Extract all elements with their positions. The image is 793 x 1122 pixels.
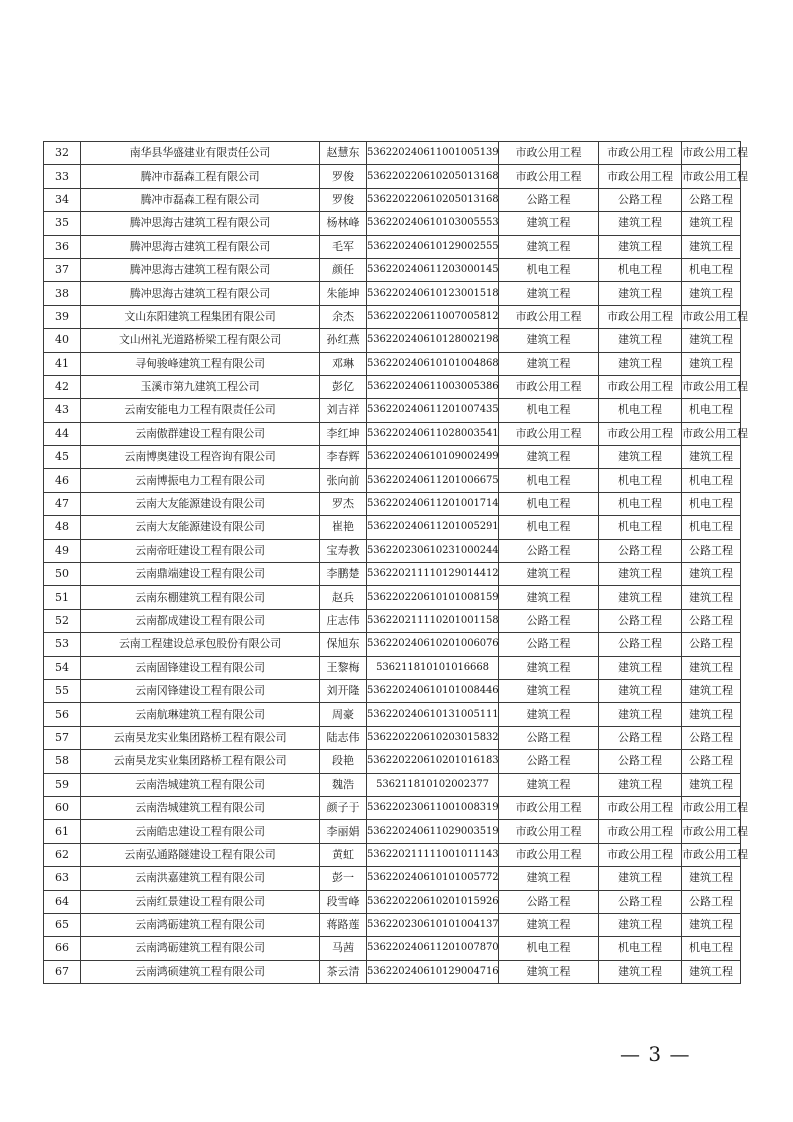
certificate-number: 536220240610129004716 [367, 960, 499, 983]
table-row [44, 726, 741, 749]
table-row [44, 633, 741, 656]
specialty-applied: 建筑工程 [599, 446, 682, 469]
person-name: 赵慧东 [320, 142, 367, 165]
row-number: 36 [44, 235, 81, 258]
company-name: 腾冲市磊森工程有限公司 [81, 188, 320, 211]
person-name: 宝寿教 [320, 539, 367, 562]
row-number: 65 [44, 913, 81, 936]
specialty-registered: 市政公用工程 [499, 422, 599, 445]
person-name: 赵兵 [320, 586, 367, 609]
certificate-number: 536220230611001008319 [367, 796, 499, 819]
person-name: 彭一 [320, 867, 367, 890]
certificate-number: 536220220610205013168 [367, 188, 499, 211]
specialty-applied: 机电工程 [599, 516, 682, 539]
company-name: 云南昊龙实业集团路桥工程有限公司 [81, 726, 320, 749]
row-number: 37 [44, 258, 81, 281]
company-name: 云南弘通路隧建设工程有限公司 [81, 843, 320, 866]
specialty-applied: 机电工程 [599, 492, 682, 515]
specialty-applied: 建筑工程 [599, 773, 682, 796]
company-name: 云南洪嘉建筑工程有限公司 [81, 867, 320, 890]
specialty-approved: 机电工程 [682, 492, 741, 515]
row-number: 67 [44, 960, 81, 983]
specialty-applied: 公路工程 [599, 609, 682, 632]
certificate-number: 536220220610201016183 [367, 750, 499, 773]
person-name: 朱能坤 [320, 282, 367, 305]
specialty-registered: 建筑工程 [499, 703, 599, 726]
specialty-approved: 市政公用工程 [682, 142, 741, 165]
row-number: 48 [44, 516, 81, 539]
certificate-number: 536220230610231000244 [367, 539, 499, 562]
specialty-applied: 建筑工程 [599, 563, 682, 586]
company-name: 云南大友能源建设有限公司 [81, 516, 320, 539]
person-name: 马茜 [320, 937, 367, 960]
table-row [44, 563, 741, 586]
specialty-approved: 公路工程 [682, 188, 741, 211]
person-name: 周豪 [320, 703, 367, 726]
person-name: 毛军 [320, 235, 367, 258]
row-number: 66 [44, 937, 81, 960]
company-name: 云南浩城建筑工程有限公司 [81, 773, 320, 796]
row-number: 50 [44, 563, 81, 586]
certificate-number: 536211810101016668 [367, 656, 499, 679]
specialty-registered: 市政公用工程 [499, 142, 599, 165]
specialty-applied: 市政公用工程 [599, 422, 682, 445]
row-number: 39 [44, 305, 81, 328]
table-row [44, 422, 741, 445]
person-name: 茶云清 [320, 960, 367, 983]
specialty-registered: 建筑工程 [499, 446, 599, 469]
specialty-registered: 公路工程 [499, 609, 599, 632]
table-row [44, 258, 741, 281]
table-row [44, 820, 741, 843]
specialty-approved: 建筑工程 [682, 282, 741, 305]
company-name: 云南红景建设工程有限公司 [81, 890, 320, 913]
specialty-approved: 公路工程 [682, 726, 741, 749]
certificate-number: 536220240611003005386 [367, 375, 499, 398]
row-number: 41 [44, 352, 81, 375]
company-name: 寻甸骏峰建筑工程有限公司 [81, 352, 320, 375]
table-row [44, 937, 741, 960]
certificate-number: 536220240610101005772 [367, 867, 499, 890]
certificate-number: 536220240611029003519 [367, 820, 499, 843]
specialty-approved: 建筑工程 [682, 563, 741, 586]
table-row [44, 539, 741, 562]
certificate-number: 536220240610128002198 [367, 329, 499, 352]
specialty-approved: 机电工程 [682, 399, 741, 422]
specialty-registered: 机电工程 [499, 937, 599, 960]
row-number: 63 [44, 867, 81, 890]
specialty-applied: 建筑工程 [599, 329, 682, 352]
certificate-number: 536220211110201001158 [367, 609, 499, 632]
row-number: 54 [44, 656, 81, 679]
registry-table [43, 141, 748, 984]
specialty-applied: 建筑工程 [599, 212, 682, 235]
table-row [44, 188, 741, 211]
row-number: 33 [44, 165, 81, 188]
specialty-approved: 建筑工程 [682, 867, 741, 890]
company-name: 玉溪市第九建筑工程公司 [81, 375, 320, 398]
specialty-registered: 公路工程 [499, 188, 599, 211]
table-row [44, 352, 741, 375]
table-row [44, 469, 741, 492]
row-number: 51 [44, 586, 81, 609]
person-name: 李红坤 [320, 422, 367, 445]
specialty-approved: 建筑工程 [682, 656, 741, 679]
person-name: 邓琳 [320, 352, 367, 375]
certificate-number: 536220240611028003541 [367, 422, 499, 445]
specialty-applied: 市政公用工程 [599, 843, 682, 866]
specialty-registered: 市政公用工程 [499, 796, 599, 819]
table-row [44, 796, 741, 819]
company-name: 云南鸿砺建筑工程有限公司 [81, 937, 320, 960]
table-row [44, 446, 741, 469]
row-number: 62 [44, 843, 81, 866]
company-name: 云南都成建设工程有限公司 [81, 609, 320, 632]
table-row [44, 516, 741, 539]
specialty-registered: 机电工程 [499, 399, 599, 422]
specialty-applied: 机电工程 [599, 258, 682, 281]
person-name: 刘开隆 [320, 679, 367, 702]
certificate-number: 536220220610203015832 [367, 726, 499, 749]
specialty-approved: 市政公用工程 [682, 422, 741, 445]
company-name: 云南帝旺建设工程有限公司 [81, 539, 320, 562]
certificate-number: 536220240611001005139 [367, 142, 499, 165]
specialty-approved: 公路工程 [682, 609, 741, 632]
row-number: 43 [44, 399, 81, 422]
table-row [44, 890, 741, 913]
row-number: 38 [44, 282, 81, 305]
specialty-applied: 建筑工程 [599, 703, 682, 726]
table-row [44, 165, 741, 188]
specialty-registered: 建筑工程 [499, 586, 599, 609]
specialty-approved: 市政公用工程 [682, 796, 741, 819]
table-row [44, 212, 741, 235]
row-number: 35 [44, 212, 81, 235]
person-name: 刘吉祥 [320, 399, 367, 422]
person-name: 颜任 [320, 258, 367, 281]
specialty-registered: 市政公用工程 [499, 165, 599, 188]
table-row [44, 399, 741, 422]
company-name: 文山东阳建筑工程集团有限公司 [81, 305, 320, 328]
specialty-approved: 机电工程 [682, 469, 741, 492]
specialty-registered: 建筑工程 [499, 656, 599, 679]
row-number: 40 [44, 329, 81, 352]
certificate-number: 536220240610109002499 [367, 446, 499, 469]
row-number: 32 [44, 142, 81, 165]
row-number: 56 [44, 703, 81, 726]
certificate-number: 536220220610101008159 [367, 586, 499, 609]
row-number: 61 [44, 820, 81, 843]
specialty-applied: 市政公用工程 [599, 796, 682, 819]
specialty-applied: 公路工程 [599, 726, 682, 749]
specialty-registered: 公路工程 [499, 890, 599, 913]
person-name: 段雪峰 [320, 890, 367, 913]
specialty-approved: 建筑工程 [682, 703, 741, 726]
company-name: 云南航琳建筑工程有限公司 [81, 703, 320, 726]
specialty-applied: 机电工程 [599, 937, 682, 960]
table-row [44, 305, 741, 328]
row-number: 52 [44, 609, 81, 632]
specialty-approved: 市政公用工程 [682, 843, 741, 866]
person-name: 王黎梅 [320, 656, 367, 679]
company-name: 云南傲群建设工程有限公司 [81, 422, 320, 445]
specialty-applied: 建筑工程 [599, 282, 682, 305]
specialty-approved: 机电工程 [682, 937, 741, 960]
table-row [44, 703, 741, 726]
company-name: 南华县华盛建业有限责任公司 [81, 142, 320, 165]
row-number: 44 [44, 422, 81, 445]
person-name: 陆志伟 [320, 726, 367, 749]
certificate-number: 536220240611203000145 [367, 258, 499, 281]
specialty-applied: 建筑工程 [599, 586, 682, 609]
specialty-registered: 市政公用工程 [499, 375, 599, 398]
specialty-registered: 建筑工程 [499, 773, 599, 796]
specialty-applied: 建筑工程 [599, 867, 682, 890]
table-row [44, 492, 741, 515]
person-name: 颜子于 [320, 796, 367, 819]
certificate-number: 536211810102002377 [367, 773, 499, 796]
specialty-registered: 公路工程 [499, 726, 599, 749]
specialty-registered: 机电工程 [499, 258, 599, 281]
specialty-approved: 机电工程 [682, 258, 741, 281]
table-row [44, 282, 741, 305]
table-row [44, 375, 741, 398]
company-name: 云南皓忠建设工程有限公司 [81, 820, 320, 843]
specialty-approved: 公路工程 [682, 633, 741, 656]
company-name: 腾冲思海古建筑工程有限公司 [81, 258, 320, 281]
row-number: 45 [44, 446, 81, 469]
specialty-registered: 建筑工程 [499, 563, 599, 586]
specialty-applied: 公路工程 [599, 188, 682, 211]
registry-body [44, 142, 748, 984]
company-name: 云南鸿砺建筑工程有限公司 [81, 913, 320, 936]
person-name: 罗俊 [320, 165, 367, 188]
specialty-approved: 建筑工程 [682, 773, 741, 796]
person-name: 庄志伟 [320, 609, 367, 632]
specialty-approved: 市政公用工程 [682, 305, 741, 328]
specialty-applied: 建筑工程 [599, 960, 682, 983]
specialty-registered: 公路工程 [499, 750, 599, 773]
table-row [44, 329, 741, 352]
person-name: 李春辉 [320, 446, 367, 469]
table-row [44, 960, 741, 983]
specialty-approved: 公路工程 [682, 750, 741, 773]
company-name: 云南固锋建设工程有限公司 [81, 656, 320, 679]
specialty-applied: 市政公用工程 [599, 142, 682, 165]
table-row [44, 586, 741, 609]
company-name: 云南工程建设总承包股份有限公司 [81, 633, 320, 656]
certificate-number: 536220240611201001714 [367, 492, 499, 515]
specialty-approved: 公路工程 [682, 539, 741, 562]
table-row [44, 679, 741, 702]
specialty-registered: 市政公用工程 [499, 843, 599, 866]
specialty-applied: 公路工程 [599, 890, 682, 913]
table-row [44, 913, 741, 936]
specialty-approved: 建筑工程 [682, 679, 741, 702]
person-name: 李丽娟 [320, 820, 367, 843]
specialty-approved: 建筑工程 [682, 913, 741, 936]
specialty-approved: 市政公用工程 [682, 165, 741, 188]
specialty-applied: 建筑工程 [599, 235, 682, 258]
specialty-approved: 建筑工程 [682, 352, 741, 375]
specialty-applied: 市政公用工程 [599, 375, 682, 398]
person-name: 魏浩 [320, 773, 367, 796]
specialty-approved: 市政公用工程 [682, 375, 741, 398]
certificate-number: 536220240611201006675 [367, 469, 499, 492]
person-name: 彭亿 [320, 375, 367, 398]
specialty-registered: 机电工程 [499, 516, 599, 539]
specialty-applied: 建筑工程 [599, 679, 682, 702]
person-name: 罗杰 [320, 492, 367, 515]
row-number: 34 [44, 188, 81, 211]
company-name: 云南安能电力工程有限责任公司 [81, 399, 320, 422]
company-name: 文山州礼光道路桥梁工程有限公司 [81, 329, 320, 352]
person-name: 李鹏楚 [320, 563, 367, 586]
company-name: 腾冲思海古建筑工程有限公司 [81, 235, 320, 258]
specialty-applied: 建筑工程 [599, 913, 682, 936]
row-number: 60 [44, 796, 81, 819]
row-number: 58 [44, 750, 81, 773]
certificate-number: 536220220610205013168 [367, 165, 499, 188]
specialty-approved: 公路工程 [682, 890, 741, 913]
specialty-approved: 机电工程 [682, 516, 741, 539]
company-name: 云南昊龙实业集团路桥工程有限公司 [81, 750, 320, 773]
table-row [44, 843, 741, 866]
specialty-approved: 建筑工程 [682, 586, 741, 609]
certificate-number: 536220240611201005291 [367, 516, 499, 539]
specialty-applied: 公路工程 [599, 539, 682, 562]
row-number: 49 [44, 539, 81, 562]
row-number: 46 [44, 469, 81, 492]
certificate-number: 536220211111001011143 [367, 843, 499, 866]
row-number: 55 [44, 679, 81, 702]
specialty-approved: 市政公用工程 [682, 820, 741, 843]
specialty-registered: 机电工程 [499, 469, 599, 492]
specialty-applied: 市政公用工程 [599, 165, 682, 188]
certificate-number: 536220240611201007870 [367, 937, 499, 960]
specialty-registered: 建筑工程 [499, 235, 599, 258]
certificate-number: 536220240610101004868 [367, 352, 499, 375]
specialty-registered: 建筑工程 [499, 960, 599, 983]
specialty-applied: 机电工程 [599, 399, 682, 422]
table-row [44, 142, 741, 165]
specialty-registered: 建筑工程 [499, 867, 599, 890]
company-name: 腾冲思海古建筑工程有限公司 [81, 212, 320, 235]
person-name: 罗俊 [320, 188, 367, 211]
page-number: — 3 — [620, 1042, 691, 1066]
company-name: 云南博振电力工程有限公司 [81, 469, 320, 492]
specialty-registered: 建筑工程 [499, 329, 599, 352]
specialty-approved: 建筑工程 [682, 212, 741, 235]
person-name: 黄虹 [320, 843, 367, 866]
specialty-approved: 建筑工程 [682, 329, 741, 352]
person-name: 蒋路莲 [320, 913, 367, 936]
row-number: 53 [44, 633, 81, 656]
person-name: 余杰 [320, 305, 367, 328]
specialty-approved: 建筑工程 [682, 446, 741, 469]
company-name: 云南鸿硕建筑工程有限公司 [81, 960, 320, 983]
table-row [44, 867, 741, 890]
row-number: 59 [44, 773, 81, 796]
specialty-registered: 建筑工程 [499, 913, 599, 936]
row-number: 57 [44, 726, 81, 749]
company-name: 云南浩城建筑工程有限公司 [81, 796, 320, 819]
specialty-registered: 机电工程 [499, 492, 599, 515]
company-name: 腾冲市磊森工程有限公司 [81, 165, 320, 188]
row-number: 64 [44, 890, 81, 913]
specialty-applied: 市政公用工程 [599, 820, 682, 843]
specialty-registered: 公路工程 [499, 633, 599, 656]
specialty-registered: 建筑工程 [499, 212, 599, 235]
company-name: 云南鼎端建设工程有限公司 [81, 563, 320, 586]
specialty-applied: 公路工程 [599, 750, 682, 773]
specialty-approved: 建筑工程 [682, 960, 741, 983]
specialty-registered: 建筑工程 [499, 352, 599, 375]
company-name: 腾冲思海古建筑工程有限公司 [81, 282, 320, 305]
table-row [44, 750, 741, 773]
certificate-number: 536220230610101004137 [367, 913, 499, 936]
table-row [44, 656, 741, 679]
specialty-registered: 公路工程 [499, 539, 599, 562]
certificate-number: 536220240610201006076 [367, 633, 499, 656]
table-row [44, 773, 741, 796]
table-row [44, 609, 741, 632]
certificate-number: 536220240610131005111 [367, 703, 499, 726]
company-name: 云南博奥建设工程咨询有限公司 [81, 446, 320, 469]
specialty-approved: 建筑工程 [682, 235, 741, 258]
specialty-applied: 市政公用工程 [599, 305, 682, 328]
person-name: 张向前 [320, 469, 367, 492]
certificate-number: 536220220611007005812 [367, 305, 499, 328]
certificate-number: 536220240610123001518 [367, 282, 499, 305]
specialty-registered: 市政公用工程 [499, 820, 599, 843]
specialty-applied: 公路工程 [599, 633, 682, 656]
specialty-applied: 机电工程 [599, 469, 682, 492]
company-name: 云南东棚建筑工程有限公司 [81, 586, 320, 609]
specialty-applied: 建筑工程 [599, 352, 682, 375]
table-row [44, 235, 741, 258]
person-name: 孙红燕 [320, 329, 367, 352]
specialty-applied: 建筑工程 [599, 656, 682, 679]
company-name: 云南大友能源建设有限公司 [81, 492, 320, 515]
row-number: 47 [44, 492, 81, 515]
row-number: 42 [44, 375, 81, 398]
specialty-registered: 建筑工程 [499, 679, 599, 702]
certificate-number: 536220240610103005553 [367, 212, 499, 235]
person-name: 保旭东 [320, 633, 367, 656]
certificate-number: 536220240610129002555 [367, 235, 499, 258]
person-name: 崔艳 [320, 516, 367, 539]
specialty-registered: 建筑工程 [499, 282, 599, 305]
certificate-number: 536220240610101008446 [367, 679, 499, 702]
company-name: 云南冈锋建设工程有限公司 [81, 679, 320, 702]
certificate-number: 536220220610201015926 [367, 890, 499, 913]
person-name: 杨林峰 [320, 212, 367, 235]
certificate-number: 536220211110129014412 [367, 563, 499, 586]
certificate-number: 536220240611201007435 [367, 399, 499, 422]
person-name: 段艳 [320, 750, 367, 773]
specialty-registered: 市政公用工程 [499, 305, 599, 328]
